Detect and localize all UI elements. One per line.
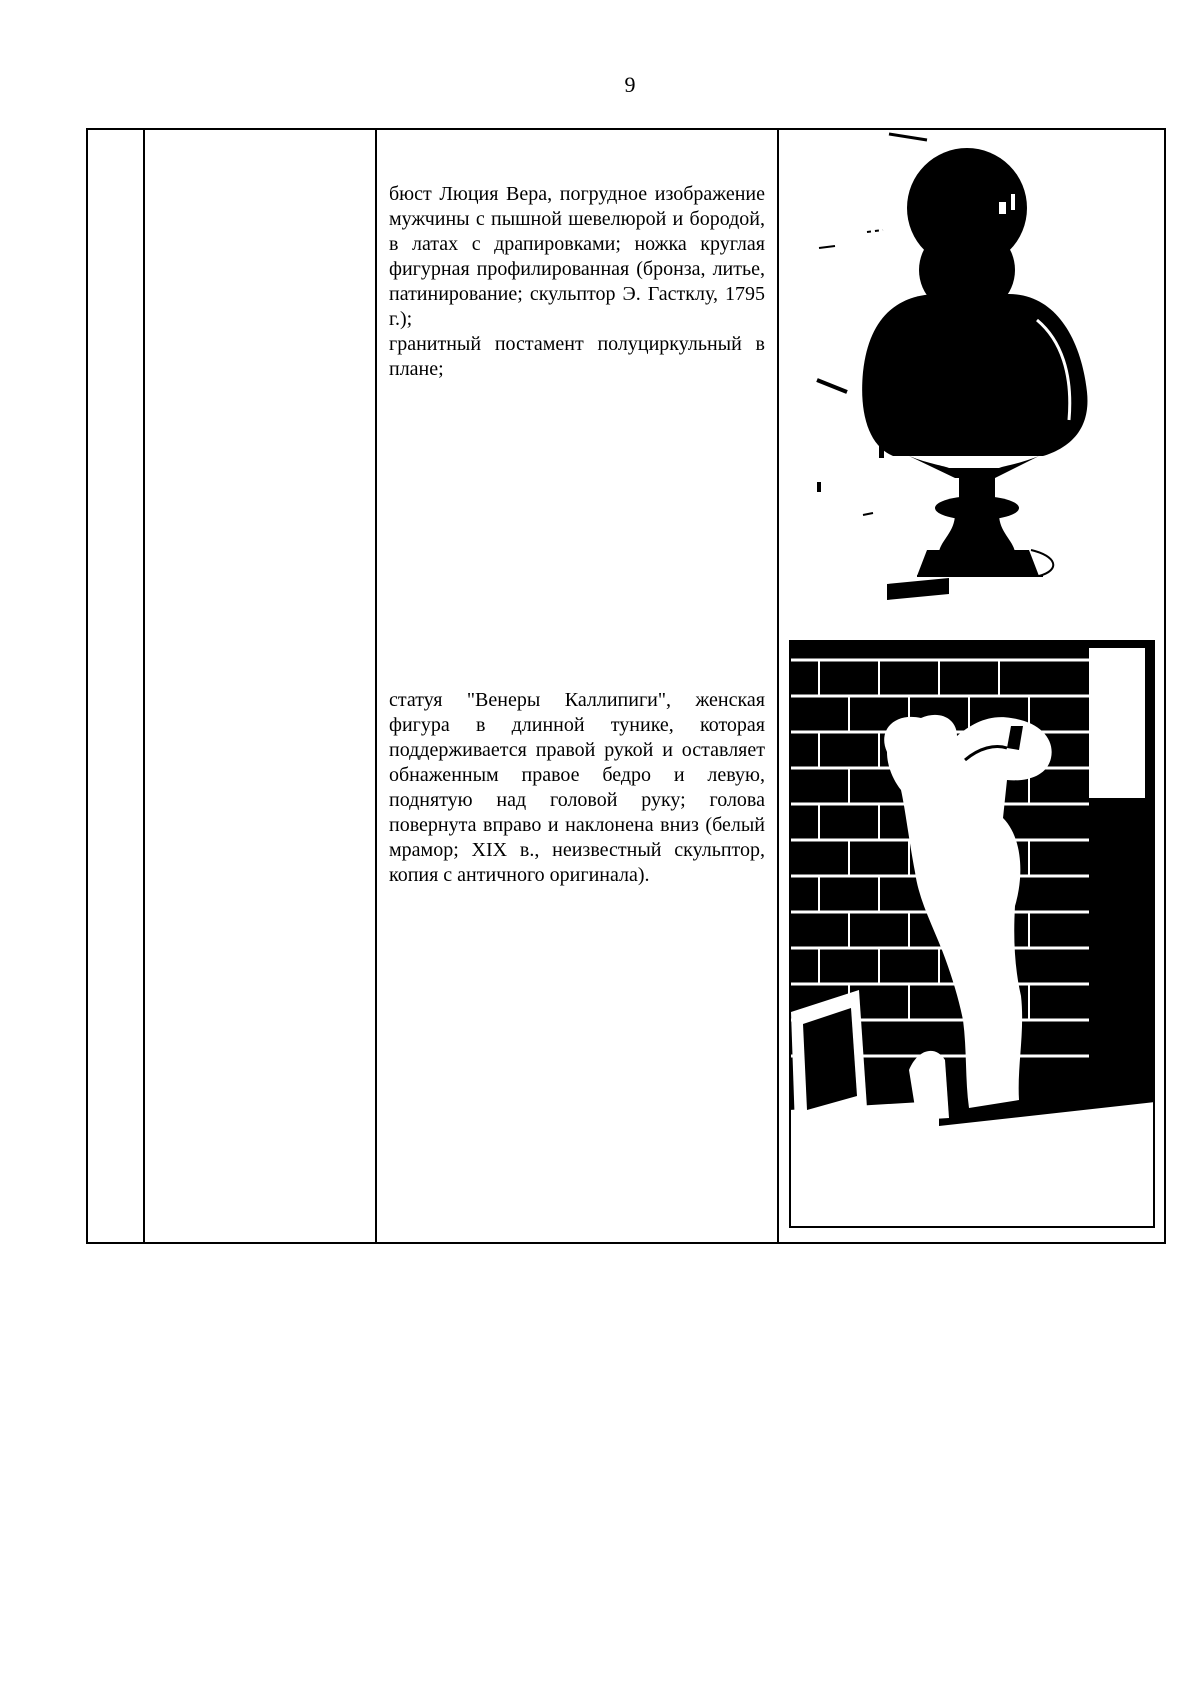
description-cell bbox=[376, 129, 778, 1243]
marble-statue-photo bbox=[789, 640, 1155, 1228]
bronze-bust-photo bbox=[799, 130, 1164, 630]
statue-text: статуя "Венеры Каллипиги", женская фигура в длинной тунике, которая поддерживается правой рукой и оставляет обнаженным правое бедро и левую, поднятую над головой руку; голова повернута вправо и наклонена вниз (белый мрамор; XIX в., неизвестный скульптор, копия с античного оригинала). bbox=[389, 689, 765, 886]
number-cell bbox=[87, 129, 144, 1243]
object-table bbox=[86, 128, 1166, 1244]
pedestal-text: гранитный постамент полуциркульный в плане; bbox=[389, 333, 765, 380]
statue-description bbox=[389, 688, 765, 888]
photo-cell bbox=[778, 129, 1165, 1243]
table-row bbox=[87, 129, 1165, 1243]
name-cell bbox=[144, 129, 376, 1243]
page-number: 9 bbox=[624, 72, 636, 97]
bust-text: бюст Люция Вера, погрудное изображение мужчины с пышной шевелюрой и бородой, в латах с драпировками; ножка круглая фигурная профилированная (бронза, литье, патинирование; скульптор Э. Гастклу, 1795 г.); bbox=[389, 183, 765, 330]
bust-description bbox=[389, 182, 765, 382]
